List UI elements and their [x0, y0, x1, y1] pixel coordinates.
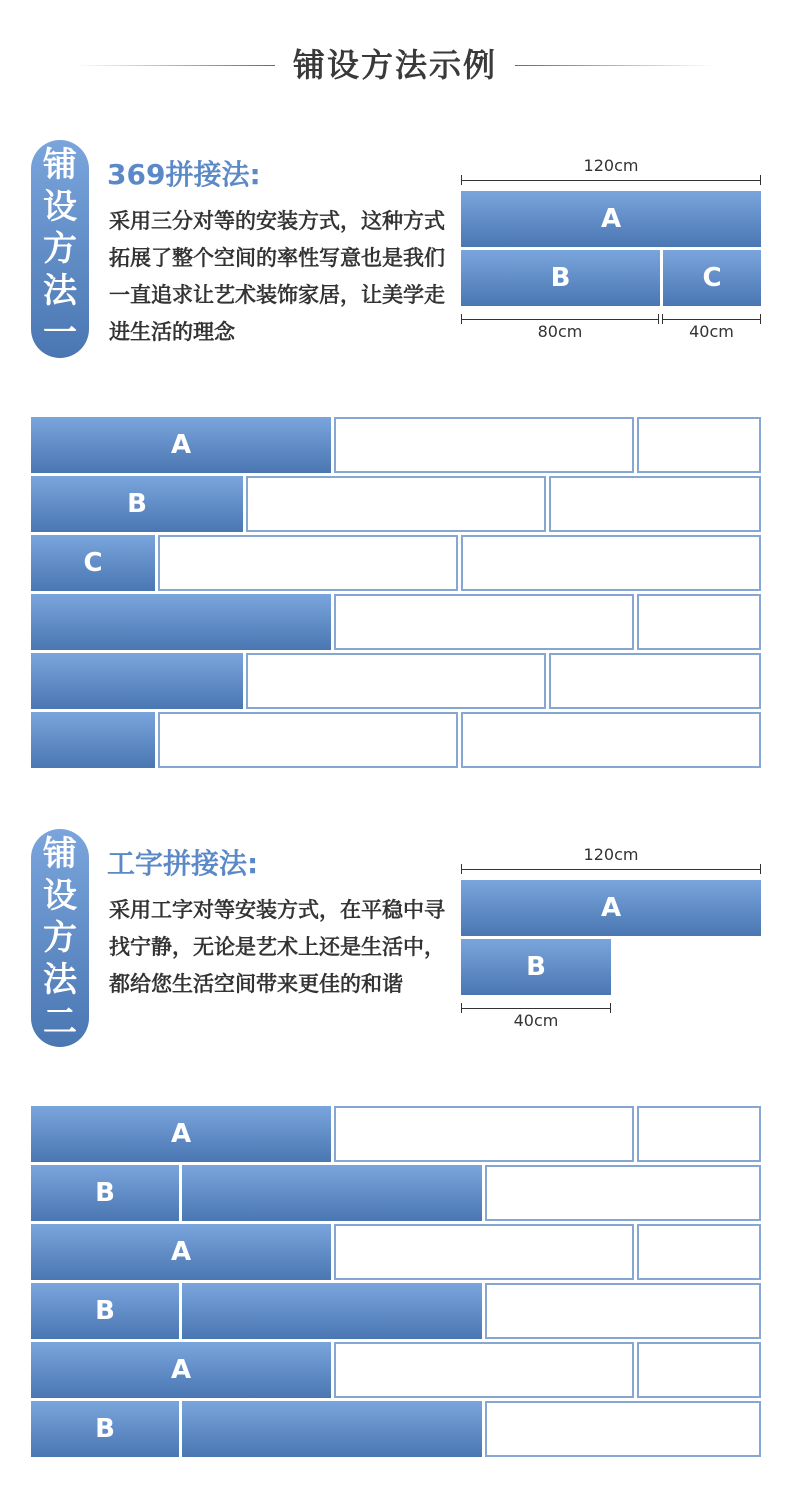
method1-layout-tile [158, 712, 458, 768]
method1-layout-tile [334, 417, 634, 473]
method2-layout-tile [485, 1283, 761, 1339]
method2-layout-tile [485, 1165, 761, 1221]
method2-badge-char: 方 [43, 918, 77, 958]
method2-dim-b-label: 40cm [513, 1011, 559, 1030]
method1-layout-tile [334, 594, 634, 650]
method2-layout-tile [334, 1224, 634, 1280]
page-title: 铺设方法示例 [292, 46, 497, 84]
dim-tick [760, 175, 761, 185]
method1-block-b: B [461, 250, 660, 306]
method1-description: 采用三分对等的安装方式，这种方式拓展了整个空间的率性写意也是我们一直追求让艺术装饰家居，让美学走进生活的理念 [109, 209, 445, 344]
method1-dim-c-line [662, 319, 761, 320]
method1-dim-top-line [461, 180, 761, 181]
method1-dim-b-line [461, 319, 659, 320]
method2-layout-row-3-block: A [31, 1224, 331, 1280]
method1-layout-row-6-block [31, 712, 155, 768]
method1-badge [31, 140, 89, 358]
method1-layout-tile [637, 594, 761, 650]
method2-layout-tile [637, 1342, 761, 1398]
method1-dim-top-label: 120cm [583, 156, 639, 175]
dim-tick [461, 864, 462, 874]
method1-layout-row-1-block: A [31, 417, 331, 473]
method1-title: 369拼接法: [107, 158, 261, 191]
method1-layout-tile [461, 535, 761, 591]
method2-dim-top-label: 120cm [583, 845, 639, 864]
dim-tick [461, 175, 462, 185]
method2-layout-row-2-block: B [31, 1165, 179, 1221]
method2-badge-char: 设 [43, 876, 77, 916]
method2-block-a: A [461, 880, 761, 936]
method2-layout-tile [334, 1342, 634, 1398]
method2-layout-tile-filled [182, 1283, 482, 1339]
method1-layout-row-2-block: B [31, 476, 243, 532]
method2-layout-row-1-block: A [31, 1106, 331, 1162]
method1-layout-tile [461, 712, 761, 768]
method1-badge-char: 法 [43, 271, 77, 311]
method2-badge-char: 铺 [43, 834, 77, 874]
method2-layout-tile [334, 1106, 634, 1162]
method2-block-b: B [461, 939, 611, 995]
method2-dim-top-line [461, 869, 761, 870]
method1-dim-c-label: 40cm [689, 322, 734, 341]
method2-badge-char: 法 [43, 960, 77, 1000]
method1-layout-row-4-block [31, 594, 331, 650]
method1-layout-tile [637, 417, 761, 473]
method1-badge-char: 方 [43, 229, 77, 269]
method1-badge-char: 铺 [43, 145, 77, 185]
method1-layout-tile [158, 535, 458, 591]
method1-layout-tile [549, 476, 761, 532]
method2-layout-tile [637, 1224, 761, 1280]
method1-badge-char: 一 [43, 313, 77, 353]
method1-layout-row-3-block: C [31, 535, 155, 591]
method2-layout-tile [637, 1106, 761, 1162]
method2-layout-tile [485, 1401, 761, 1457]
method2-badge [31, 829, 89, 1047]
method1-layout-tile [549, 653, 761, 709]
method1-block-c: C [663, 250, 761, 306]
method2-layout-row-5-block: A [31, 1342, 331, 1398]
method2-dim-b-line [461, 1008, 611, 1009]
method1-layout-row-5-block [31, 653, 243, 709]
method1-block-a: A [461, 191, 761, 247]
method2-layout-tile-filled [182, 1165, 482, 1221]
method1-dim-b-label: 80cm [537, 322, 583, 341]
method2-layout-row-4-block: B [31, 1283, 179, 1339]
method2-badge-char: 二 [43, 1002, 77, 1042]
method2-layout-tile-filled [182, 1401, 482, 1457]
method1-layout-tile [246, 653, 546, 709]
title-divider-right [515, 65, 715, 66]
method2-layout-row-6-block: B [31, 1401, 179, 1457]
method2-description: 采用工字对等安装方式，在平稳中寻找宁静，无论是艺术上还是生活中，都给您生活空间带来更佳的和谐 [109, 898, 445, 996]
method1-layout-tile [246, 476, 546, 532]
method2-title: 工字拼接法: [107, 847, 259, 880]
dim-tick [760, 864, 761, 874]
method1-badge-char: 设 [43, 187, 77, 227]
